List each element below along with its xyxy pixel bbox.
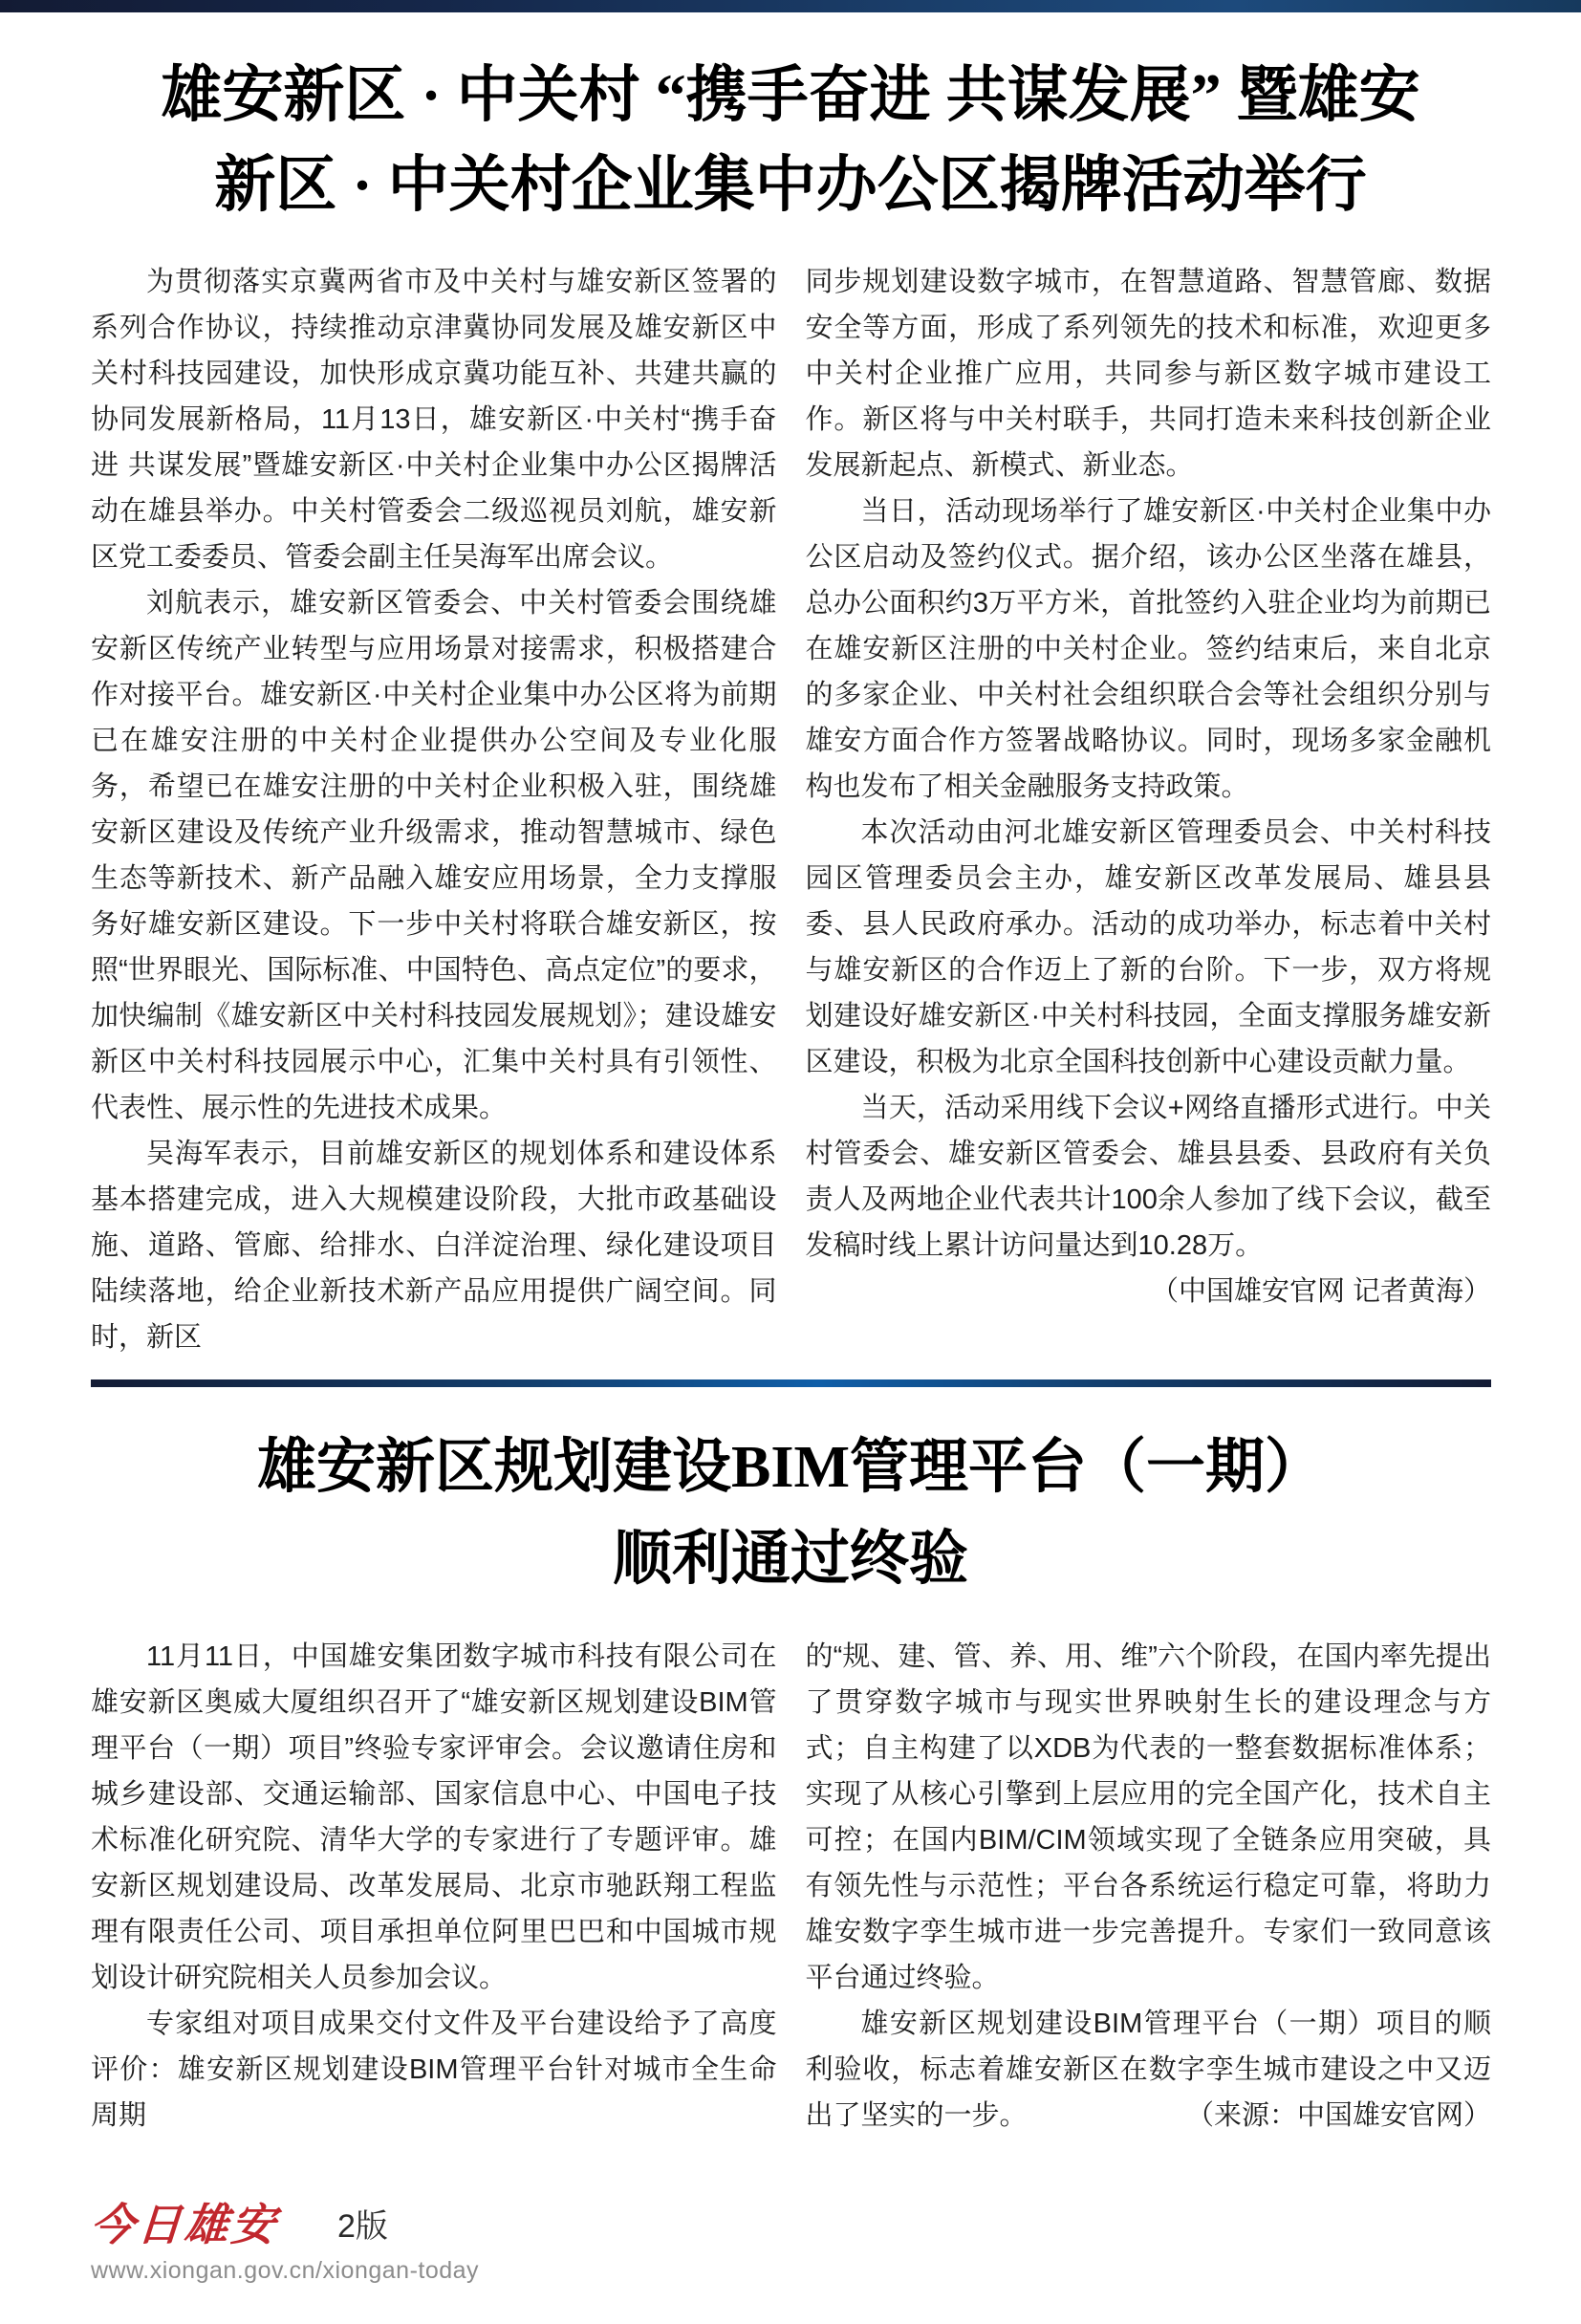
article2-closing-text: 雄安新区规划建设BIM管理平台（一期）项目的顺利验收，标志着雄安新区在数字孪生城市建设之中又迈出了坚实的一步。 [805, 2009, 1491, 2131]
article-paragraph: 刘航表示，雄安新区管委会、中关村管委会围绕雄安新区传统产业转型与应用场景对接需求，积极搭建合作对接平台。雄安新区·中关村企业集中办公区将为前期已在雄安注册的中关村企业提供办公空间及专业化服务，希望已在雄安注册的中关村企业积极入驻，围绕雄安新区建设及传统产业升级需求，推动智慧城市、绿色生态等新技术、新产品融入雄安应用场景，全力支撑服务好雄安新区建设。下一步中关村将联合雄安新区，按照“世界眼光、国际标准、中国特色、高点定位”的要求，加快编制《雄安新区中关村科技园发展规划》；建设雄安新区中关村科技园展示中心，汇集中关村具有引领性、代表性、展示性的先进技术成果。 [91, 588, 777, 1123]
footer-website-url: www.xiongan.gov.cn/xiongan-today [91, 2257, 480, 2284]
footer-left-block [88, 2190, 1581, 2285]
article2-headline-line1: 雄安新区规划建设BIM管理平台（一期） [256, 1435, 1324, 1500]
article1-byline: （中国雄安官网 记者黄海） [1150, 1276, 1491, 1307]
article2-right-column [806, 1634, 1492, 2139]
article2-body [0, 1634, 1581, 2139]
article-paragraph: 本次活动由河北雄安新区管理委员会、中关村科技园区管理委员会主办，雄安新区改革发展局、雄县县委、县人民政府承办。活动的成功举办，标志着中关村与雄安新区的合作迈上了新的台阶。下一步，双方将规划建设好雄安新区·中关村科技园，全面支撑服务雄安新区建设，积极为北京全国科技创新中心建设贡献力量。 [805, 817, 1491, 1077]
article2-headline-line2: 顺利通过终验 [612, 1527, 968, 1592]
article1-body [0, 259, 1581, 1360]
article2-headline [0, 1422, 1581, 1605]
article2-left-column [91, 1634, 777, 2139]
article-paragraph: 为贯彻落实京冀两省市及中关村与雄安新区签署的系列合作协议，持续推动京津冀协同发展及雄安新区中关村科技园建设，加快形成京冀功能互补、共建共赢的协同发展新格局，11月13日，雄安新区·中关村“携手奋进 共谋发展”暨雄安新区·中关村企业集中办公区揭牌活动在雄县举办。中关村管委会二级巡视员刘航，雄安新区党工委委员、管委会副主任吴海军出席会议。 [91, 267, 777, 573]
top-accent-bar [0, 0, 1581, 12]
page-number-label: 2版 [337, 2208, 388, 2245]
article-paragraph: 当天，活动采用线下会议+网络直播形式进行。中关村管委会、雄安新区管委会、雄县县委、县政府有关负责人及两地企业代表共计100余人参加了线下会议，截至发稿时线上累计访问量达到10.28万。 [805, 1093, 1491, 1261]
article-paragraph-continuation: 同步规划建设数字城市，在智慧道路、智慧管廊、数据安全等方面，形成了系列领先的技术和标准，欢迎更多中关村企业推广应用，共同参与新区数字城市建设工作。新区将与中关村联手，共同打造未来科技创新企业发展新起点、新模式、新业态。 [805, 267, 1491, 481]
article-paragraph: 吴海军表示，目前雄安新区的规划体系和建设体系基本搭建完成，进入大规模建设阶段，大批市政基础设施、道路、管廊、给排水、白洋淀治理、绿化建设项目陆续落地，给企业新技术新产品应用提供广阔空间。同时，新区 [91, 1139, 777, 1353]
article2-closing-paragraph [806, 2001, 1492, 2139]
section-divider-bar [91, 1379, 1491, 1387]
page-footer [88, 2190, 1581, 2324]
masthead-logo: 今日雄安 [88, 2201, 280, 2249]
article1-right-column [806, 259, 1492, 1360]
article-paragraph-continuation: 的“规、建、管、养、用、维”六个阶段，在国内率先提出了贯穿数字城市与现实世界映射生长的建设理念与方式；自主构建了以XDB为代表的一整套数据标准体系；实现了从核心引擎到上层应用的完全国产化，技术自主可控；在国内BIM/CIM领域实现了全链条应用突破，具有领先性与示范性；平台各系统运行稳定可靠，将助力雄安数字孪生城市进一步完善提升。专家们一致同意该平台通过终验。 [805, 1641, 1491, 1993]
article1-headline [0, 51, 1581, 230]
article-paragraph: 11月11日，中国雄安集团数字城市科技有限公司在雄安新区奥威大厦组织召开了“雄安新区规划建设BIM管理平台（一期）项目”终验专家评审会。会议邀请住房和城乡建设部、交通运输部、国家信息中心、中国电子技术标准化研究院、清华大学的专家进行了专题评审。雄安新区规划建设局、改革发展局、北京市驰跃翔工程监理有限责任公司、项目承担单位阿里巴巴和中国城市规划设计研究院相关人员参加会议。 [91, 1641, 777, 1993]
article2-source: （来源：中国雄安官网） [1185, 2100, 1491, 2131]
article-paragraph: 专家组对项目成果交付文件及平台建设给予了高度评价：雄安新区规划建设BIM管理平台针对城市全生命周期 [91, 2009, 777, 2131]
article1-headline-line2: 新区 · 中关村企业集中办公区揭牌活动举行 [214, 151, 1367, 219]
article1-headline-line1: 雄安新区 · 中关村 “携手奋进 共谋发展” 暨雄安 [161, 61, 1420, 129]
article-paragraph: 当日，活动现场举行了雄安新区·中关村企业集中办公区启动及签约仪式。据介绍，该办公区坐落在雄县，总办公面积约3万平方米，首批签约入驻企业均为前期已在雄安新区注册的中关村企业。签约结束后，来自北京的多家企业、中关村社会组织联合会等社会组织分别与雄安方面合作方签署战略协议。同时，现场多家金融机构也发布了相关金融服务支持政策。 [805, 496, 1491, 802]
article1-left-column [91, 259, 777, 1360]
